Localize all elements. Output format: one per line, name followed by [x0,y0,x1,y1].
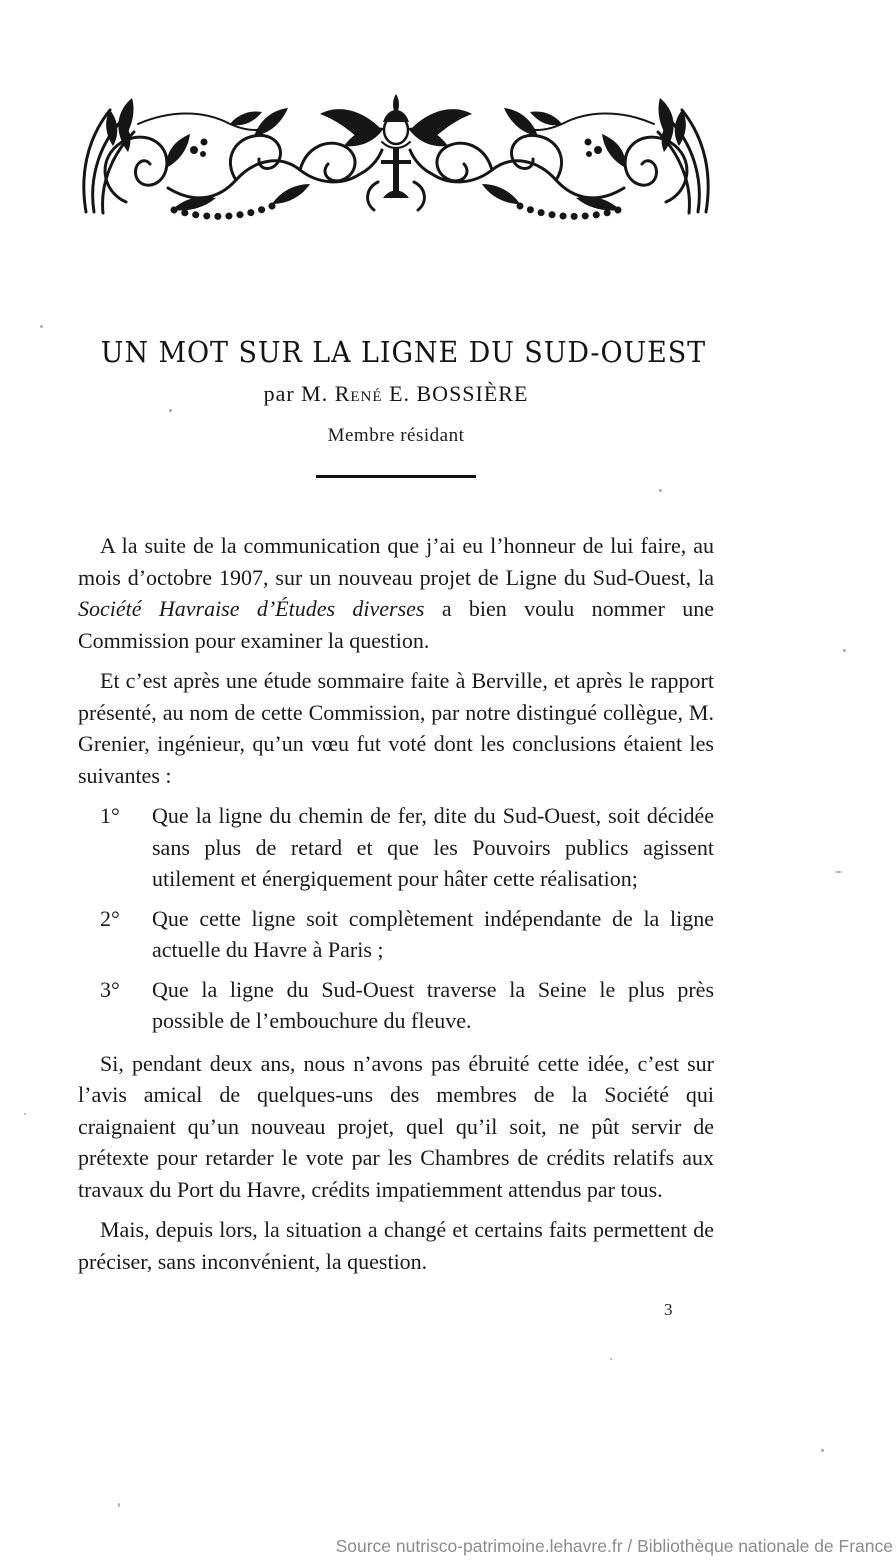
ornamental-headpiece-icon [78,90,714,222]
byline-first-name: René [334,381,383,406]
list-item [78,903,714,966]
paragraph-3: Si, pendant deux ans, nous n’avons pas ébruité cette idée, c’est sur l’avis amical de quelques-uns des membres de la Société qui craignaient qu’un nouveau projet, quel qu’il soit, ne pût servir de prétexte pour retarder le vote par les Chambres de crédits relatifs aux travaux du Port du Havre, crédits impatiemment attendus par tous. [78,1050,714,1202]
list-item-text: Que cette ligne soit complètement indépendante de la ligne actuelle du Havre à Paris ; [152,905,714,962]
scan-speck [610,1358,612,1360]
byline-surname: E. BOSSIÈRE [382,381,529,406]
list-item-marker: 1° [100,803,120,828]
scan-speck [659,489,662,492]
scan-speck [24,1113,26,1115]
scan-speck [169,409,172,412]
body-text [78,530,714,1277]
scan-speck [843,649,846,652]
list-item-marker: 2° [100,905,120,931]
resolutions-list [78,800,714,1037]
paragraph-1-end: a bien voulu nommer une Commission pour examiner la question. [78,596,714,653]
scan-speck [836,871,841,873]
section-divider [316,475,476,478]
page-title-text: UN MOT SUR LA LIGNE DU SUD-OUEST [100,335,707,370]
scan-speck [40,325,43,328]
page-title [78,335,714,369]
paragraph-4: Mais, depuis lors, la situation a changé et certains faits permettent de préciser, sans inconvénient, la question. [78,1217,714,1274]
byline [78,381,714,407]
scan-speck [118,1503,120,1507]
list-item [78,974,714,1037]
author-role: Membre résidant [327,425,465,446]
paragraph-1-text: A la suite de la communication que j’ai eu l’honneur de lui faire, au mois d’octobre 1907, sur un nouveau projet de Ligne du Sud-Ouest, la [78,533,714,590]
paragraph-1 [78,530,714,656]
page-number: 3 [664,1300,673,1319]
list-item [78,800,714,895]
list-item-text: Que la ligne du Sud-Ouest traverse la Seine le plus près possible de l’embouchure du fleuve. [152,976,714,1033]
source-attribution: Source nutrisco-patrimoine.lehavre.fr / Bibliothèque nationale de France [335,1536,893,1556]
scan-speck [821,1449,824,1452]
paragraph-2: Et c’est après une étude sommaire faite à Berville, et après le rapport présenté, au nom de cette Commission, par notre distingué collègue, M. Grenier, ingénieur, qu’un vœu fut voté dont les conclusions étaient les suivantes : [78,668,714,788]
list-item-marker: 3° [100,976,120,1002]
list-item-text: Que la ligne du chemin de fer, dite du Sud-Ouest, soit décidée sans plus de retard et que les Pouvoirs publics agissent utilement et énergiquement pour hâter cette réalisation; [152,803,714,891]
byline-prefix: par M. [263,381,335,406]
society-name-italic: Société Havraise d’Études diverses [78,596,425,621]
